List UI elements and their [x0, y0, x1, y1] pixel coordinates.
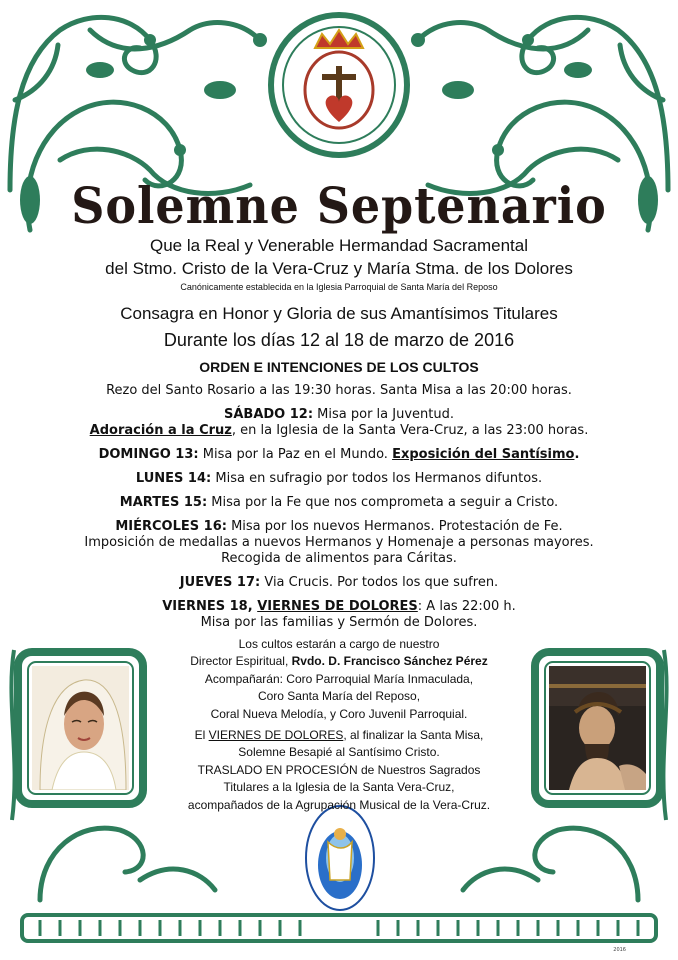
miercoles-text: Misa por los nuevos Hermanos. Protestación de Fe.: [226, 519, 563, 534]
section-heading: ORDEN E INTENCIONES DE LOS CULTOS: [199, 359, 479, 375]
viernes-text: : A las 22:00 h.: [417, 599, 516, 614]
rosary-line: Rezo del Santo Rosario a las 19:30 horas. Santa Misa a las 20:00 horas.: [106, 383, 572, 398]
miercoles-line: [0, 519, 678, 535]
consagra-line: Consagra en Honor y Gloria de sus Amantísimos Titulares: [120, 304, 558, 323]
viernes-line-2: Misa por las familias y Sermón de Dolores.: [200, 615, 478, 630]
subtitle-hermandad: Que la Real y Venerable Hermandad Sacramental: [150, 236, 528, 255]
page-title: Solemne Septenario: [71, 176, 607, 235]
subtitle-parroquia: Canónicamente establecida en la Iglesia Parroquial de Santa María del Reposo: [180, 282, 498, 292]
note-9: Titulares a la Iglesia de la Santa Vera-Cruz,: [223, 780, 455, 794]
adoracion-rest: , en la Iglesia de la Santa Vera-Cruz, a las 23:00 horas.: [231, 423, 589, 438]
note-6-dolores: VIERNES DE DOLORES: [208, 728, 344, 742]
note-6-pre: El: [194, 728, 209, 742]
domingo-line: [0, 447, 678, 463]
domingo-dot: .: [574, 447, 580, 462]
jueves-text: Via Crucis. Por todos los que sufren.: [260, 575, 499, 590]
note-6-post: , al finalizar la Santa Misa,: [343, 728, 484, 742]
note-1: Los cultos estarán a cargo de nuestro: [238, 637, 440, 651]
sabado-adoracion-line: [0, 423, 678, 439]
viernes-day: VIERNES 18,: [162, 599, 258, 614]
miercoles-line-2: Imposición de medallas a nuevos Hermanos y Homenaje a personas mayores.: [84, 535, 594, 550]
exposicion-santisimo: Exposición del Santísimo: [392, 447, 575, 462]
viernes-line: [0, 599, 678, 615]
adoracion-cruz: Adoración a la Cruz: [89, 423, 232, 438]
sabado-line: [0, 407, 678, 423]
note-10: acompañados de la Agrupación Musical de la Vera-Cruz.: [187, 798, 491, 812]
lunes-text: Misa en sufragio por todos los Hermanos difuntos.: [211, 471, 543, 486]
note-2: [0, 653, 678, 671]
note-4: Coro Santa María del Reposo,: [257, 689, 421, 703]
martes-line: [0, 495, 678, 511]
note-7: Solemne Besapié al Santísimo Cristo.: [238, 745, 440, 759]
lunes-day: LUNES 14:: [135, 471, 212, 486]
sabado-day: SÁBADO 12:: [223, 407, 314, 422]
martes-day: MARTES 15:: [119, 495, 208, 510]
dates-line: Durante los días 12 al 18 de marzo de 2016: [163, 330, 515, 350]
domingo-day: DOMINGO 13:: [98, 447, 199, 462]
note-5: Coral Nueva Melodía, y Coro Juvenil Parroquial.: [210, 707, 468, 721]
note-6: [0, 727, 678, 745]
note-3: Acompañarán: Coro Parroquial María Inmaculada,: [204, 672, 474, 686]
miercoles-day: MIÉRCOLES 16:: [115, 519, 227, 534]
subtitle-titulares: del Stmo. Cristo de la Vera-Cruz y María Stma. de los Dolores: [105, 259, 573, 278]
jueves-line: [0, 575, 678, 591]
martes-text: Misa por la Fe que nos comprometa a seguir a Cristo.: [207, 495, 559, 510]
note-8: TRASLADO EN PROCESIÓN de Nuestros Sagrados: [197, 763, 481, 777]
director-name: Rvdo. D. Francisco Sánchez Pérez: [291, 654, 488, 668]
jubilee-logo: [306, 806, 374, 910]
domingo-text: Misa por la Paz en el Mundo.: [198, 447, 393, 462]
jueves-day: JUEVES 17:: [179, 575, 261, 590]
credit-text: 2016: [613, 947, 626, 953]
lunes-line: [0, 471, 678, 487]
viernes-dolores: VIERNES DE DOLORES: [257, 599, 418, 614]
sabado-text: Misa por la Juventud.: [313, 407, 454, 422]
note-2-pre: Director Espiritual,: [190, 654, 292, 668]
miercoles-line-3: Recogida de alimentos para Cáritas.: [221, 551, 457, 566]
